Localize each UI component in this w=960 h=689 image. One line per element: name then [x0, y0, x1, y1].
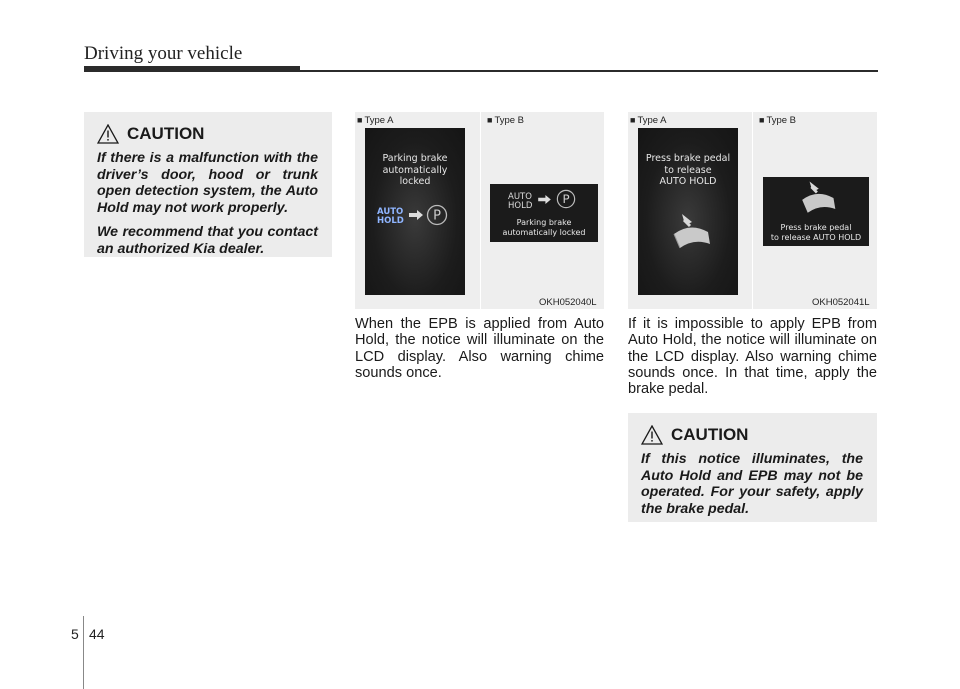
body-text-right: If it is impossible to apply EPB from Auto Hold, the notice will illuminate on the LCD display. Also warning chime sounds once. In that time, apply the brake pedal. [628, 316, 877, 398]
body-text-middle: When the EPB is applied from Auto Hold, the notice will illuminate on the LCD display. Also warning chime sounds once. [355, 316, 604, 381]
type-a-label: ■ Type A [630, 115, 667, 126]
page-header-title: Driving your vehicle [84, 43, 243, 64]
type-b-label: ■ Type B [487, 115, 525, 126]
caution-header [641, 425, 863, 445]
svg-text:P: P [433, 208, 441, 224]
caution-title: CAUTION [127, 124, 205, 143]
figure-divider [752, 112, 753, 309]
page-number: 44 [89, 626, 105, 642]
lcd-message: Parking brake automatically locked [382, 153, 448, 187]
caution-paragraph: If this notice illuminates, the Auto Hold and EPB may not be operated. For your safety, apply the brake pedal. [641, 451, 863, 517]
foot-pedal-icon [664, 212, 714, 252]
figure-divider [480, 112, 481, 309]
parking-brake-icon [426, 204, 448, 226]
footer-divider [83, 616, 84, 689]
chapter-number: 5 [71, 626, 79, 642]
caution-box-left [84, 112, 332, 257]
lcd-screen-type-a [365, 128, 465, 295]
caution-box-right [628, 413, 877, 522]
caution-title: CAUTION [671, 425, 749, 444]
lcd-screen-type-a [638, 128, 738, 295]
lcd-message: Parking brake automatically locked [502, 218, 586, 237]
header-rule-thin [300, 70, 878, 72]
arrow-right-icon [538, 195, 551, 204]
warning-triangle-icon [97, 124, 119, 144]
warning-triangle-icon [641, 425, 663, 445]
svg-text:P: P [562, 192, 570, 207]
lcd-screen-type-b [763, 177, 869, 246]
lcd-screen-type-b [490, 184, 598, 242]
auto-hold-indicator: AUTO HOLD [508, 192, 533, 211]
type-a-label: ■ Type A [357, 115, 394, 126]
lcd-message: Press brake pedal to release AUTO HOLD [770, 223, 862, 242]
figure-code: OKH052041L [812, 297, 870, 308]
foot-pedal-icon [793, 179, 839, 217]
arrow-right-icon [409, 210, 423, 220]
parking-brake-icon [556, 189, 576, 209]
lcd-message: Press brake pedal to release AUTO HOLD [645, 153, 731, 187]
caution-paragraph: If there is a malfunction with the driver’s door, hood or trunk open detection system, the Auto Hold may not work properly. [97, 150, 318, 216]
type-b-label: ■ Type B [759, 115, 797, 126]
auto-hold-indicator: AUTO HOLD [377, 207, 404, 226]
caution-header [97, 124, 318, 144]
figure-code: OKH052040L [539, 297, 597, 308]
header-rule-thick [84, 66, 300, 72]
caution-paragraph: We recommend that you contact an authorized Kia dealer. [97, 224, 318, 257]
